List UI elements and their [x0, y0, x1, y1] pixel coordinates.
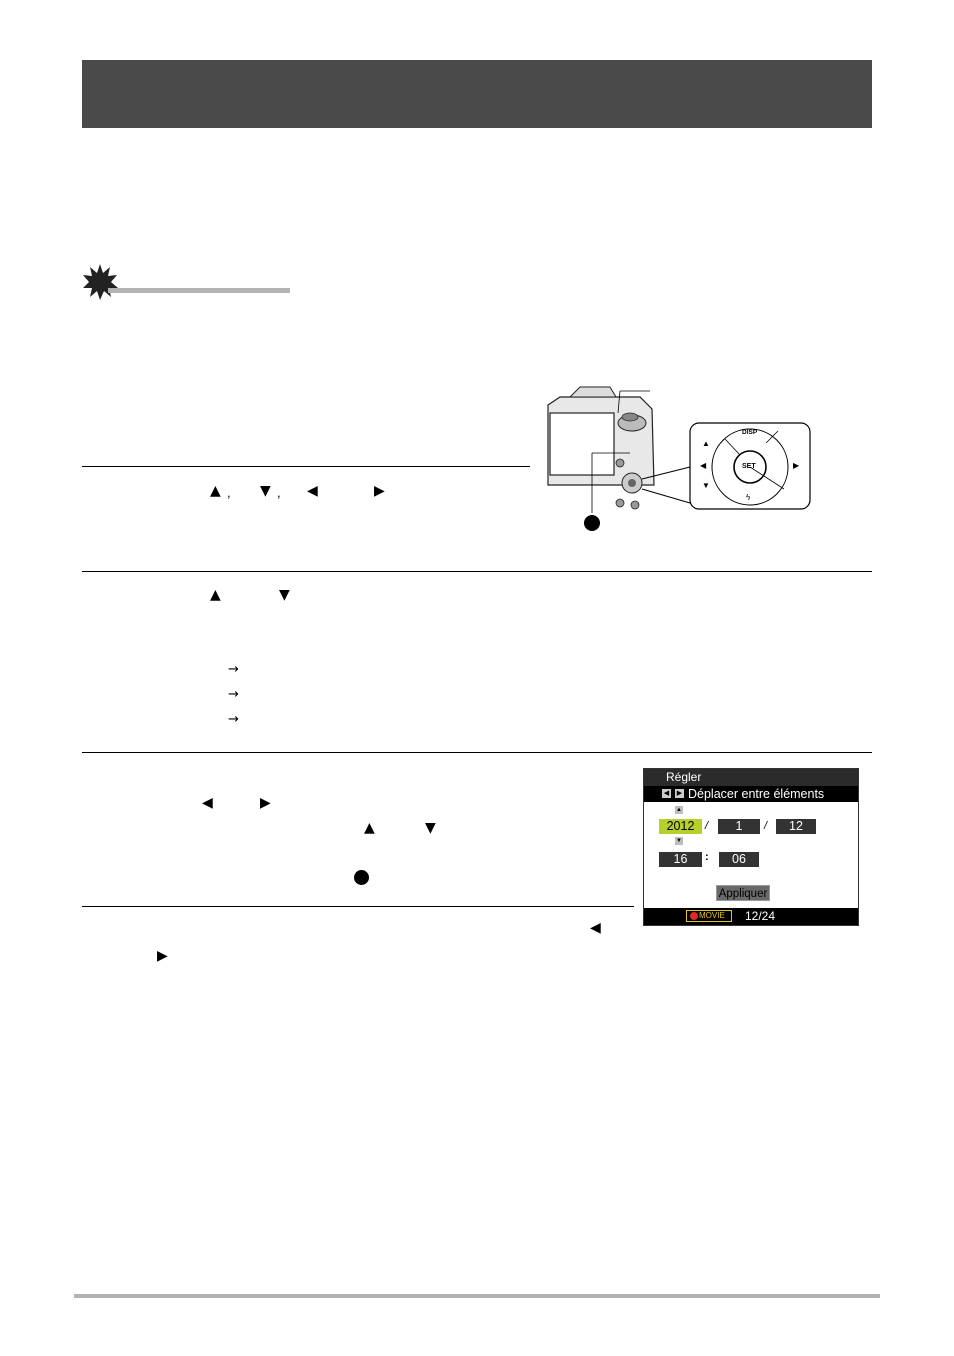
up-arrow-icon: ▲ [676, 807, 682, 813]
page-footer-rule [74, 1294, 880, 1298]
right-arrow-icon: ▶ [157, 948, 168, 964]
date-separator: / [705, 820, 709, 832]
up-arrow-icon: ▲ [210, 483, 221, 499]
left-arrow-icon: ◀ [700, 461, 707, 470]
left-arrow-icon: ◀ [590, 920, 601, 936]
down-arrow-icon: ▼ [279, 587, 290, 603]
record-button-icon [354, 870, 369, 885]
step-divider-2 [82, 571, 872, 572]
step-divider-4 [82, 906, 634, 907]
section-title-bar [82, 60, 872, 128]
camera-back-view-icon [530, 385, 830, 545]
month-field[interactable]: 1 [718, 819, 760, 834]
step-divider-1 [82, 466, 530, 467]
set-label: SET [742, 463, 756, 470]
time-separator: : [705, 851, 709, 863]
disp-label: DISP [742, 429, 758, 436]
camera-illustration [530, 385, 830, 545]
apply-button[interactable]: Appliquer [716, 885, 770, 901]
important-icon [80, 262, 120, 307]
minute-field[interactable]: 06 [719, 852, 759, 867]
up-arrow-icon: ▲ [364, 820, 375, 836]
nav-hint-text: Déplacer entre éléments [688, 787, 825, 801]
screen-title: Régler [666, 770, 702, 784]
down-arrow-icon: ▼ [702, 481, 710, 490]
left-arrow-icon: ◀ [307, 483, 318, 499]
separator: , [277, 485, 281, 500]
right-arrow-icon: ▶ [260, 795, 271, 811]
left-key-icon: ◀ [663, 790, 670, 797]
year-field[interactable]: 2012 [659, 819, 702, 834]
up-arrow-icon: ▲ [210, 587, 221, 603]
day-field[interactable]: 12 [776, 819, 816, 834]
up-arrow-icon: ▲ [702, 439, 710, 448]
movie-button-badge: MOVIE [686, 910, 732, 922]
down-arrow-icon: ▼ [260, 483, 271, 499]
screen-status-bar [644, 908, 858, 925]
record-dot-icon [690, 912, 698, 920]
right-key-icon: ▶ [676, 790, 683, 797]
arrow-right-icon: → [228, 712, 239, 727]
left-arrow-icon: ◀ [202, 795, 213, 811]
down-arrow-icon: ▼ [425, 820, 436, 836]
right-arrow-icon: ▶ [793, 461, 800, 470]
step-divider-3 [82, 752, 872, 753]
camera-settings-screen [643, 768, 859, 926]
screen-title-bar [644, 769, 858, 786]
date-separator: / [764, 820, 768, 832]
separator: , [227, 485, 231, 500]
arrow-right-icon: → [228, 662, 239, 677]
screen-nav-hint [644, 786, 858, 802]
right-arrow-icon: ▶ [374, 483, 385, 499]
note-underline [108, 288, 290, 293]
arrow-right-icon: → [228, 687, 239, 702]
hour-field[interactable]: 16 [659, 852, 702, 867]
flash-icon: ϟ [746, 493, 751, 502]
down-arrow-icon: ▼ [676, 838, 682, 844]
hour-format-label: 12/24 [745, 909, 776, 923]
